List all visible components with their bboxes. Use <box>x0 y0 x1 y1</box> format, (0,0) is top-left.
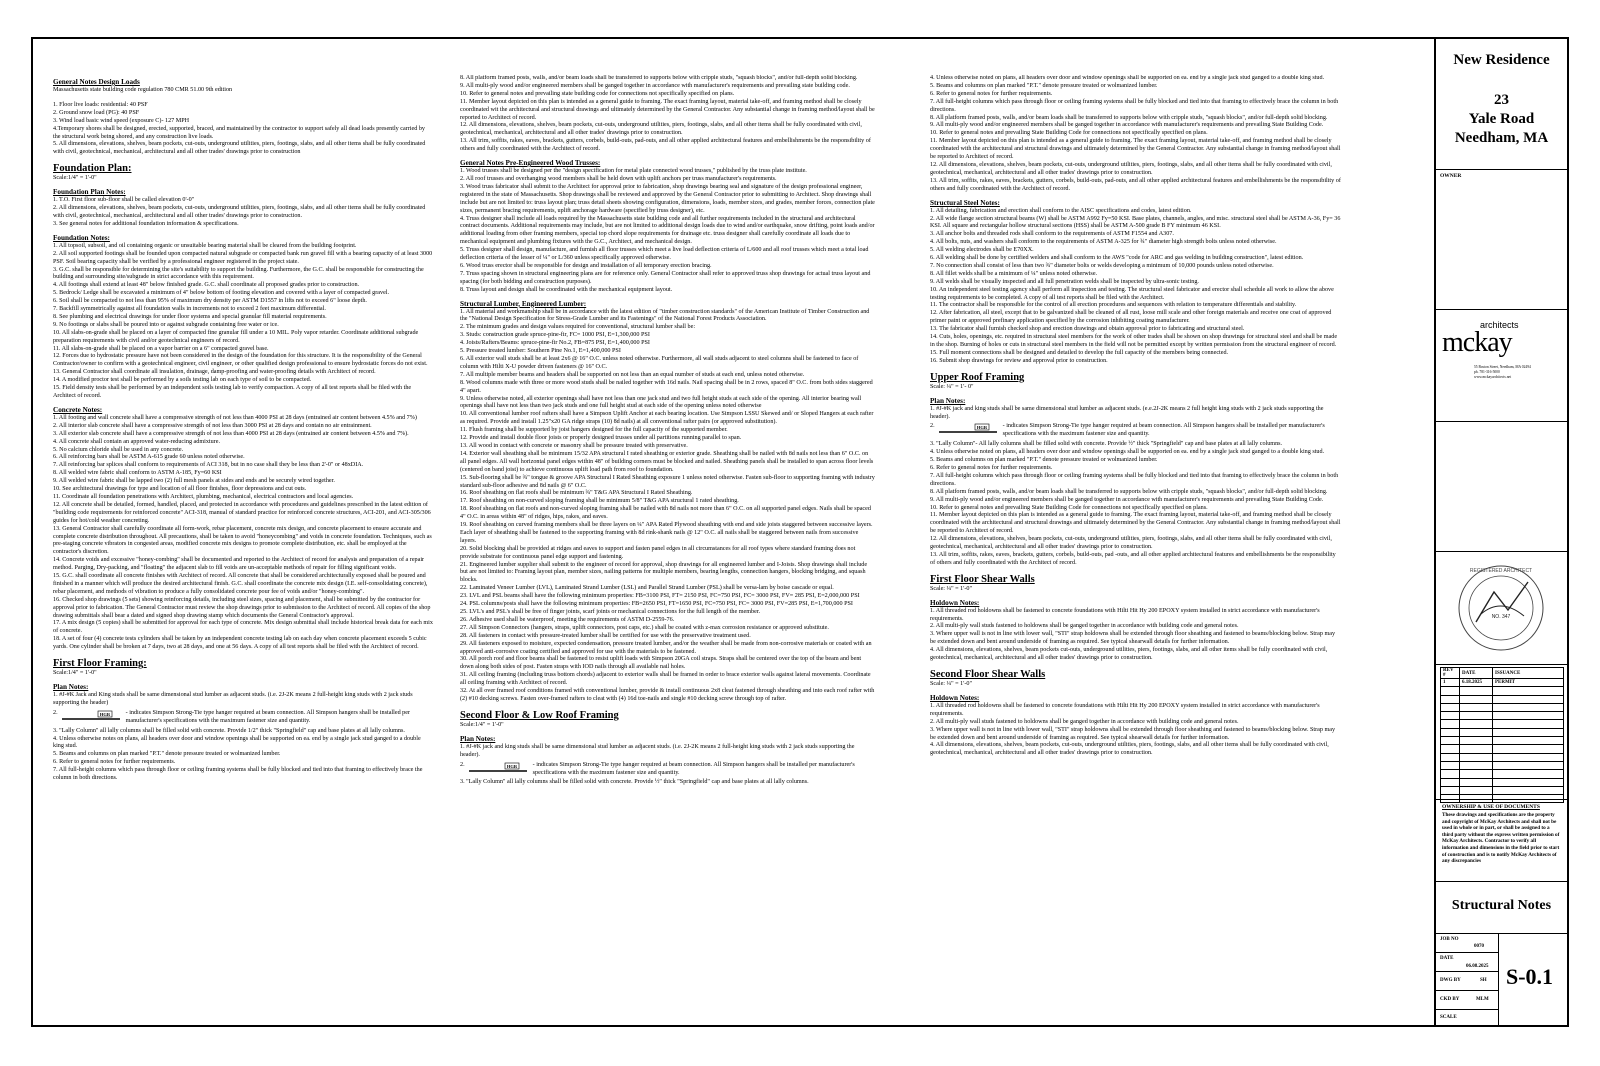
note-item: 3. All anchor bolts and threaded rods shall conform to the requirements of ASTM F1554 and A307. <box>930 231 1174 238</box>
section-heading: Plan Notes: <box>53 683 89 691</box>
hanger-note <box>930 423 1342 439</box>
note-item: 13. General Contractor shall carefully coordinate all form-work, rebar placement, concrete mix design, and concrete placement to ensure accurate and complete concrete distribution throughout. All precautions, shall be taken to avoid "honeycombing" and voids in concrete foundation. Techniques, such as pre-staging concrete vibrators in congested areas, modified concrete mix designs to promote complete distribution, etc. shall be employed at the contractor's discretion. <box>53 525 432 556</box>
note-item: 3. "Lally Column" all lally columns shall be filled solid with concrete. Provide ½" thick "Springfield" cap and base plates at all lally columns. <box>460 779 809 786</box>
note-item: 4. All bolts, nuts, and washers shall conform to the requirements of ASTM A-325 for ¾" diameter high strength bolts unless noted otherwise. <box>930 239 1277 246</box>
note-item: 19. Roof sheathing on curved framing members shall be three layers on ¼" APA Rated Plywood sheathing with end and side joists staggered between successive layers. Each layer of sheathing shall be fastened to the supporting framing with 8d rink-shank nails @ 12" O.C. all nails shall be staggered between nails from successive layers. <box>460 522 873 544</box>
note-item: 4.Temporary shores shall be designed, erected, supported, braced, and maintained by the contractor to support safely all dead loads presently carried by the structural work being shored, and any construction live loads. <box>53 125 425 140</box>
revision-table <box>1440 667 1564 803</box>
note-item: 1. All footing and wall concrete shall have a compressive strength of not less than 4000 PSI at 28 days (entrained air content between 4.5% and 7%) <box>53 414 417 421</box>
note-item: 32. At all over framed roof conditions framed with conventional lumber, provide & install continuous 2x8 cleat fastened through sheathing and into each roof rafter with (2) #10 decking screws. Fasten over-framed rafters to cleat with (4) 16d toe-nails and single #10 decking screw through top of rafter. <box>460 688 875 702</box>
notes-section <box>930 397 1342 568</box>
owner-box <box>1436 170 1567 310</box>
note-item: 9. All multi-ply wood and/or engineered members shall be ganged together in accordance with manufacturer's requirements and prevailing State Building Code. <box>930 496 1324 503</box>
logo-mckay-text: mckay <box>1442 327 1512 358</box>
note-item: 11. Flush framing shall be supported by joist hangers designed for the full capacity of the supported member. <box>460 427 728 434</box>
ckd-by: MLM <box>1476 997 1489 1002</box>
note-item: 4. Unless otherwise notes on plans, all headers over door and window openings shall be supported on ea. end by a single jack stud ganged to a double king stud. <box>53 735 421 750</box>
note-item: 13. All trim, soffits, rakes, eaves, brackets, gutters, corbels, build-outs, pad-outs, and all other applied architectural features and embellishments be the responsibility of others and fully coordinated with the Architect of record. <box>930 177 1341 192</box>
note-item: 8. All platform framed posts, walls, and/or beam loads shall be transferred to supports below with cripple studs, "squash blocks", and/or full-depth solid blocking. <box>930 114 1328 121</box>
ckd-by-label: CKD BY <box>1440 997 1460 1002</box>
logo-address: 55 Boston Street, Needham, MA 02494 <box>1474 365 1531 369</box>
owner-label: OWNER <box>1440 173 1462 179</box>
note-item: 1. T.O. First floor sub-floor shall be called elevation 0'-0" <box>53 197 195 204</box>
notes-column-2 <box>460 75 875 1023</box>
notes-section <box>930 372 1342 392</box>
notes-section <box>53 658 433 678</box>
section-heading: Plan Notes: <box>460 734 496 743</box>
note-item: 13. All trim, soffits, rakes, eaves, brackets, gutters, corbels, build-outs, pad-outs, and all other applied architectural features and embellishments be the responsibility of others and fully coordinated with the Architect of record. <box>460 138 871 153</box>
note-item: 23. LVL and PSL beams shall have the following minimum properties: FB=3100 PSI, FT= 2150 PSI, FC=750 PSI, FC= 3000 PSI, FV= 285 PSI, E=2,000,000 PSI <box>460 593 860 600</box>
note-item: 20. Solid blocking shall be provided at ridges and eaves to support and fasten panel edges in all circumstances for all roof types where standard framing does not provide substrate for continuous panel edge support and fastening. <box>460 545 856 560</box>
sheet-info-box <box>1436 934 1567 1027</box>
note-item: 6. Refer to general notes for further requirements. <box>53 759 176 766</box>
section-heading: Structural Lumber, Engineered Lumber: <box>460 299 587 308</box>
notes-section <box>53 78 433 157</box>
note-item: 8. All platform framed posts, walls, and/or beam loads shall be transferred to supports below with cripple studs, "squash blocks", and/or full-depth solid blocking. <box>930 488 1328 495</box>
note-item: 11. All slabs-on-grade shall be placed on a vapor barrier on a 6" compacted gravel base. <box>53 345 269 352</box>
note-item: 8. All welded wire fabric shall conform to ASTM A-185, Fy=60 KSI <box>53 470 222 477</box>
hanger-note <box>460 762 875 778</box>
note-item: 3. Studs: construction grade spruce-pine-fir, FC= 1000 PSI, E=1,300,000 PSI <box>460 332 650 339</box>
section-heading: Concrete Notes: <box>53 405 103 414</box>
note-item: 13. All wood in contact with concrete or masonry shall be pressure treated with preservative. <box>460 442 688 449</box>
notes-section <box>53 406 433 652</box>
job-no: 0070 <box>1474 944 1484 949</box>
scale-label: SCALE <box>1440 1015 1457 1020</box>
notes-section <box>930 574 1342 594</box>
architect-logo-box <box>1436 310 1567 422</box>
date-label: DATE <box>1440 956 1454 961</box>
note-item: 1. Floor live loads: residential: 40 PSF <box>53 101 148 108</box>
notes-section <box>460 710 875 730</box>
hanger-note-text: - indicates Simpson Strong-Tie type hanger required at beam connection. All Simpson hangers shall be installed per manufacturer's specifications with the maximum fastener size and quantity. <box>1002 423 1325 438</box>
section-heading: First Floor Shear Walls <box>930 573 1035 585</box>
project-info <box>1436 39 1567 170</box>
note-item: 3. See general notes for additional foundation information & specifications. <box>53 220 239 227</box>
notes-section <box>930 599 1342 663</box>
note-item: Massachusetts state building code regulation 780 CMR 51.00 9th edition <box>53 87 233 93</box>
note-item: 14. Cuts, holes, openings, etc. required in structural steel members for the work of other trades shall be shown on shop drawings for structural steel and shall be made in the shop. Burning of holes or cuts in structural steel members in the field will not be permitted except by written permission from the structural engineer of record. <box>930 334 1338 348</box>
note-item: 9. All multi-ply wood and/or engineered members shall be ganged together in accordance with manufacturer's requirements and prevailing state building code. <box>460 82 850 89</box>
sheet-info-fields <box>1436 934 1499 1027</box>
note-item: 5. All dimensions, elevations, shelves, beam pockets, cut-outs, underground utilities, piers, footings, slabs, and all other items shall be fully coordinated with civil, geotechnical, mechanical, architectural and all other trades' drawings prior to construction <box>53 141 426 156</box>
section-heading: Foundation Plan Notes: <box>53 188 126 197</box>
section-scale: Scale:1/4" = 1'-0" <box>53 670 97 677</box>
note-item: 17. A mix design (5 copies) shall be submitted for approval for each type of concrete. Mix design submittal shall include historical break data for each mix of concrete. <box>53 620 433 635</box>
note-item: 10. All slabs-on-grade shall be placed on a layer of compacted fine granular fill under a 10 MIL. Poly vapor retarder. Coordinate additional subgrade preparation requirements with civil and/or geotechnical engineers of record. <box>53 329 419 344</box>
note-item: 5. Beams and columns on plan marked "P.T." denote pressure treated or wolmanized lumber. <box>930 82 1158 89</box>
logo-contact <box>1474 365 1554 380</box>
note-item: 14. A modified proctor test shall be performed by a soils testing lab on each type of soil to be compacted. <box>53 377 312 384</box>
logo-web: www.mckayarchitects.net <box>1474 375 1512 379</box>
rev-header: DATE <box>1460 668 1493 679</box>
rev-num: 1 <box>1441 679 1460 687</box>
title-block <box>1434 39 1567 1025</box>
note-item: 7. All full-height columns which pass through floor or ceiling framing systems shall be fully blocked and tied into that framing to effectively brace the column in both directions. <box>930 98 1339 113</box>
note-item: 5. Truss designer shall design, manufacture, and furnish all floor trusses which meet a live load deflection criteria of L/600 and all roof trusses which meet a total load deflection criteria of the lesser of ¼" or L/360 unless specifically approved otherwise. <box>460 247 869 262</box>
note-item: 6. All welding shall be done by certified welders and shall conform to the AWS "code for ARC and gas welding in building construction", latest edition. <box>930 255 1304 262</box>
architect-seal-box <box>1436 552 1567 665</box>
note-item: 6. Refer to general notes for further requirements. <box>930 464 1053 471</box>
notes-section <box>460 159 875 295</box>
note-item: 3. Wind load basic wind speed (exposure C)- 127 MPH <box>53 117 190 124</box>
hanger-symbol-icon <box>939 423 999 435</box>
sheet-title: Structural Notes <box>1451 898 1552 913</box>
hanger-tag: HGR <box>99 711 110 717</box>
note-item: 10. See architectural drawings for type and location of all floor finishes, floor depressions and cut outs. <box>53 486 307 493</box>
section-heading: General Notes Pre-Engineered Wood Trusses: <box>460 159 601 168</box>
sheet-number: S-0.1 <box>1506 964 1554 989</box>
note-item: 30. All porch roof and floor beams shall be fastened to resist uplift loads with Simpson 20GA coil straps. Straps shall be centered over the top of the beam and bent down along both sides of post. Fasten straps with IOD nails through all available nail holes. <box>460 656 862 671</box>
note-item: 11. Coordinate all foundation penetrations with Architect, plumbing, mechanical, electrical contractors and local agencies. <box>53 493 354 500</box>
section-heading: Holdown Notes: <box>930 598 980 607</box>
note-item: 9. All welded wire fabric shall be lapped two (2) full mesh panels at sides and ends and be securely wired together. <box>53 478 335 485</box>
note-item: 21. Engineered lumber supplier shall submit to the engineer of record for approval, shop drawings for all engineered lumber and I-Joists. Shop drawings shall include but are not limited to: Framing layout plan, member sizes, nailing patterns for multiple members, bearing lengths, connection hangers, blocking bridging, and squash blocks. <box>460 561 868 584</box>
section-scale: Scale: ¼" = 1'-0" <box>930 585 972 592</box>
project-name: New Residence <box>1453 52 1550 68</box>
note-item: 8. Wood columns made with three or more wood studs shall be nailed together with 16d nails. Nail spacing shall be in 2 rows, spaced 8" O.C. from both sides staggered 4" apart. <box>460 379 873 394</box>
architect-seal-icon <box>1436 552 1565 664</box>
ownership-box <box>1436 800 1567 882</box>
note-item: 3. Where upper wall is not in line with lower wall, "STI" strap holdowns shall be extended through floor sheathing and fastened to beams/blocking below. Strap may be extended down and bent around underside of framing as required. See typical shearwall details for further information. <box>930 631 1336 646</box>
notes-section <box>53 683 433 783</box>
notes-section <box>930 669 1342 689</box>
rev-header: ISSUANCE <box>1493 668 1564 679</box>
note-item: 6. Refer to general notes for further requirements. <box>930 90 1053 97</box>
note-item: 18. Roof sheathing on flat roofs and non-curved sloping framing shall be nailed with 8d nails not more than 6" O.C. on all supported panel edges. Nails shall be spaced 4" O.C. in areas within 48" of ridges, hips, rakes, and eaves. <box>460 506 871 521</box>
note-item: 2. All multi-ply wall studs fastened to holdowns shall be ganged together in accordance with building code and general notes. <box>930 623 1239 630</box>
note-item: 10. Refer to general notes and prevailing State Building Code for connections not specifically specified on plans. <box>930 130 1208 137</box>
note-item: 10. Refer to general notes and prevailing State Building Code for connections not specifically specified on plans. <box>930 504 1208 511</box>
note-item: 12. Forces due to hydrostatic pressure have not been considered in the design of the foundation for this structure. It is the responsibility of the General Contractor/owner to confirm with a geotechnical engineer, civil engineer, or other qualified design professional to ensure hydrostatic forces do not exist. <box>53 353 428 368</box>
note-item: 2. All roof trusses and overhanging wood members shall be held down with uplift anchors per truss manufacturer's requirements. <box>460 175 777 182</box>
note-item: 8. See plumbing and electrical drawings for under floor systems and special granular fill material requirements. <box>53 313 327 320</box>
note-item: 28. All fasteners in contact with pressure-treated lumber shall be certified for use with the preservative treatment used. <box>460 632 751 639</box>
notes-column-1 <box>53 75 433 1023</box>
sheet-title-box <box>1436 882 1567 934</box>
notes-section <box>460 75 875 154</box>
hanger-note-number: 2. <box>460 761 465 768</box>
rev-issuance: PERMIT <box>1493 679 1564 687</box>
project-address <box>1436 91 1567 148</box>
dwg-by-label: DWG BY <box>1440 978 1461 983</box>
note-item: 1. Wood trusses shall be designed per the "design specification for metal plate connected wood trusses," published by the truss plate institute. <box>460 168 807 175</box>
section-heading: Plan Notes: <box>930 396 966 405</box>
section-scale: Scale: ¼" = 1'-0" <box>930 681 972 687</box>
note-item: 7. No connection shall consist of less than two ¾" diameter bolts or welds developing a minimum of 10,000 pounds unless noted otherwise. <box>930 262 1274 269</box>
note-item: 16. Checked shop drawings (5 sets) showing reinforcing details, including steel sizes, spacing and placement, shall be submitted by the contractor for approval prior to fabrication. The General Contractor must review the shop drawings prior to submission to the Architect of record. All copies of the shop drawing submittals shall bear a dated and signed shop drawing stamp which documents the General Contractor's approval. <box>53 596 431 619</box>
section-heading: Holdown Notes: <box>930 693 980 702</box>
ownership-text: These drawings and specifications are the property and copyright of McKay Architects and shall not be used in whole or in part, or shall be assigned to a third party without the express written permission of McKay Architects. Contractor to verify all information and dimensions in the field prior to start of construction and is to notify McKay Architects of any discrepancies <box>1442 812 1560 865</box>
note-item: 2. All soil supported footings shall be founded upon compacted natural subgrade or compacted bank run gravel fill with a bearing capacity of at least 3000 PSF. Soil bearing capacity shall be verified by a professional engineer registered in the project state. <box>53 250 433 265</box>
note-item: 13. The fabricator shall furnish checked shop and erection drawings and obtain approval prior to fabricating and structural steel. <box>930 326 1245 333</box>
note-item: 15. Field density tests shall be performed by an independent soils testing lab to verify compaction. A copy of all test reports shall be filed with the Architect of record. <box>53 385 412 399</box>
hanger-note <box>53 710 433 726</box>
hanger-symbol-icon <box>469 762 529 774</box>
note-item: 7. All full-height columns which pass through floor or ceiling framing systems shall be fully blocked and tied into that framing to effectively brace the column in both directions. <box>930 472 1339 487</box>
note-item: 12. All dimensions, elevations, shelves, beam pockets, cut-outs, underground utilities, piers, footings, slabs, and all other items shall be fully coordinated with civil, geotechnical, mechanical, architectural and all other trades' drawings prior to construction. <box>460 122 862 137</box>
note-item: 7. Truss spacing shown in structural engineering plans are for reference only. General Contractor shall refer to approved truss shop drawings for actual truss layout and spacing (for both bidding and construction purposes). <box>460 270 871 285</box>
note-item: 5. Bedrock/ Ledge shall be excavated a minimum of 4" below bottom of footing elevation and covered with a layer of compacted gravel. <box>53 290 390 297</box>
section-heading: General Notes Design Loads <box>53 78 140 86</box>
revision-box <box>1436 665 1567 800</box>
note-item: 3. Where upper wall is not in line with lower wall, "STI" strap holdowns shall be extended through floor sheathing and fastened to beams/blocking below. Strap may be extended down and bent around underside of framing as required. See typical shearwall details for further information. <box>930 726 1336 741</box>
logo-architects-text: architects <box>1480 320 1519 330</box>
hanger-symbol-icon <box>62 710 122 722</box>
note-item: 2. The minimum grades and design values required for conventional, structural lumber shall be: <box>460 324 696 331</box>
notes-column-3 <box>930 75 1342 1023</box>
note-item: 12. After fabrication, all steel, except that to be galvanized shall be cleaned of all rust, loose mill scale and other foreign materials and receive one coat of approved primer paint or approved prefinary application specified by the corrosion inhibiting coating manufacturer. <box>930 310 1332 325</box>
note-item: 7. Backfill symmetrically against all foundation walls in increments not to exceed 2 feet maximum differential. <box>53 306 326 313</box>
note-item: 1. All threaded rod holdowns shall be fastened to concrete foundations with Hilti Hit Hy 200 EPOXY system installed in strict accordance with manufacturer's requirements. <box>930 607 1320 622</box>
note-item: 5. Beams and columns on plan marked "P.T." denote pressure treated or wolmanized lumber. <box>930 457 1158 464</box>
note-item: 8. All platform framed posts, walls, and/or beam loads shall be transferred to supports below with cripple studs, "squash blocks", and/or full-depth solid blocking. <box>460 75 858 81</box>
note-item: 1. All threaded rod holdowns shall be fastened to concrete foundations with Hilti Hit Hy 200 EPOXY system installed in strict accordance with manufacturer's requirements. <box>930 702 1320 717</box>
address-line-2: Yale Road <box>1468 111 1535 127</box>
note-item: 11. Member layout depicted on this plan is intended as a general guide to framing. The exact framing layout, material take-off, and framing method shall be closely coordinated with the architectural and structural drawings and ultimately determined by the General Contractor. Any substantial change in framing method/layout shall be reported to Architect of record. <box>930 138 1341 161</box>
note-item: 1. #J-#K jack and king studs shall be same dimensional stud lumber as adjacent studs. (i.e. 2J-2K means 2 full-height king studs with 2 jack studs supporting the header). <box>460 743 855 758</box>
note-item: 18. A set of four (4) concrete tests cylinders shall be taken by an independent concrete testing lab on each day when concrete placement exceeds 5 cubic yards. One cylinder shall be broken at 7 days, two at 28 days, and one at 56 days. A copy of all test reports shall be filed with the Architect of record. <box>53 636 427 651</box>
note-item: 6. Wood truss erector shall be responsible for design and installation of all temporary erection bracing. <box>460 262 712 269</box>
note-item: 2. All multi-ply wall studs fastened to holdowns shall be ganged together in accordance with building code and general notes. <box>930 718 1239 725</box>
note-item: 6. Soil shall be compacted to not less than 95% of maximum dry density per ASTM D1557 in lifts not to exceed 6" loose depth. <box>53 298 367 305</box>
section-scale: Scale: ¼" = 1'- 0" <box>930 383 974 390</box>
notes-section <box>460 300 875 704</box>
note-item: 4. All footings shall extend at least 48" below finished grade. G.C. shall coordinate all proposed grades prior to construction. <box>53 282 360 289</box>
note-item: 3. All exterior slab concrete shall have a compressive strength of not less than 4000 PSI at 28 days (entrained air content between 4.5% and 7%). <box>53 430 409 437</box>
note-item: 15. G.C. shall coordinate all concrete finishes with Architect of record. All concrete that shall be considered architecturally exposed shall be poured and finished in a manner which will produce the desired architectural finish. G.C. shall coordinate the concrete mix design (I.E. self-consolidating concrete), rebar placement, and methods of vibration to produce a fully consolidated concrete pour fee of voids and/or "honey-combing". <box>53 573 428 595</box>
note-item: 2. All interior slab concrete shall have a compressive strength of not less than 3000 PSI at 28 days and contain no air entrainment. <box>53 422 372 429</box>
hanger-note-number: 2. <box>930 423 935 430</box>
rev-header: REV # <box>1441 668 1460 679</box>
note-item: 15. Sub-flooring shall be ¾" tongue & groove APA Structural I Rated Sheathing exposure 1 unless noted otherwise. Fasten sub-floor to supporting framing with industry standard sub-floor adhesive and 8d nails @ 6" O.C. <box>460 474 875 489</box>
note-item: 31. All ceiling framing (including truss bottom chords) adjacent to exterior walls shall be framed in order to brace exterior walls against lateral movements. Coordinate all ceiling framing with Architect of record. <box>460 672 871 687</box>
note-item: 1. All topsoil, subsoil, and oil containing organic or unsuitable bearing material shall be cleared from the building footprint. <box>53 242 357 249</box>
notes-section <box>460 735 875 788</box>
section-heading: Second Floor Shear Walls <box>930 669 1046 680</box>
note-item: 14. Exterior wall sheathing shall be minimum 15/32 APA structural I rated sheathing or exterior grade. Sheathing shall be nailed with 8d nails not less than 6" O.C. on all panel edges. All wall horizontal panel edges within 48" of building corners must be blocked and nailed. Sheathing panels shall be installed to span across floor levels (centered on band joist) to achieve continuous uplift load path from roof to foundation. <box>460 450 874 473</box>
notes-section <box>930 75 1342 194</box>
note-item: 22. Laminated Veneer Lumber (LVL), Laminated Strand Lumber (LSL) and Parallel Strand Lumber (PSL) shall be versa-lam by boise cascade or equal. <box>460 585 834 592</box>
notes-section <box>930 694 1342 758</box>
note-item: 8. Truss layout and design shall be coordinated with the mechanical equipment layout. <box>460 286 673 293</box>
note-item: 4. Unless otherwise noted on plans, all headers over door and window openings shall be supported on ea. end by a single jack stud ganged to a double king stud. <box>930 449 1325 456</box>
hanger-note-text: - indicates Simpson Strong-Tie type hanger required at beam connection. All Simpson hangers shall be installed per manufacturer's specifications with the maximum fastener size and quantity. <box>125 709 411 724</box>
note-item: 1. All material and workmanship shall be in accordance with the latest edition of "timber construction standards" of the American Institute of Timber Construction and the "National Design Specification for Stress-Grade Lumber and its Fastenings" of the National Forest Products Association. <box>460 308 870 323</box>
note-item: 17. Roof sheathing on non-curved sloping framing shall be minimum 5/8" T&G APA structural 1 rated sheathing. <box>460 498 739 505</box>
note-item: 4. Unless otherwise noted on plans, all headers over door and window openings shall be supported on ea. end by a single jack stud ganged to a double king stud. <box>930 75 1325 81</box>
section-heading: Structural Steel Notes: <box>930 198 1000 207</box>
note-item: 13. All trim, soffits, rakes, eaves, brackets, gutters, corbels, build-outs, pad -outs, and all other applied architectural features and embellishments be the responsibility of others and fully coordinated with the Architect of record. <box>930 551 1336 566</box>
note-item: 7. All full-height columns which pass through floor or ceiling framing systems shall be fully blocked and tied into that framing to effectively brace the column in both directions. <box>53 767 423 782</box>
note-item: 10. Refer to general notes and prevailing state building code for connections not specifically specified on plans. <box>460 90 735 97</box>
note-item: 15. Full moment connections shall be designed and detailed to develop the full capacity of the members being connected. <box>930 349 1229 356</box>
note-item: 1. #J-#K Jack and King studs shall be same dimensional stud lumber as adjacent studs. (i.e. 2J-2K means 2 full-height king studs with 2 jack studs supporting the header) <box>53 692 413 706</box>
note-item: 3. "Lally Column"- All lally columns shall be filled solid with concrete. Provide ½" thick "Springfield" cap and base plates at all lally columns. <box>930 441 1283 448</box>
note-item: 27. All Simpson Connectors (hangers, straps, uplift connectors, post caps, etc.) shall be coated with z-max corrosion resistance or approved substitute. <box>460 624 829 631</box>
note-item: 3. "Lally Column" all lally columns shall be filled solid with concrete. Provide 1/2" thick "Springfield" cap and base plates at all lally columns. <box>53 727 405 734</box>
drawing-sheet <box>31 37 1569 1027</box>
address-line-1: 23 <box>1494 92 1509 108</box>
ownership-title: OWNERSHIP & USE OF DOCUMENTS <box>1442 804 1540 810</box>
note-item: 11. The contractor shall be responsible for the control of all erection procedures and sequences with relation to temperature differentials and stability. <box>930 302 1297 309</box>
note-item: 24. PSL columns/posts shall have the following minimum properties: FB=2650 PSI, FT=1650 PSI, FC=750 PSI, FC= 3000 PSI, FV=285 PSI, E=1,700,000 PSI <box>460 601 853 608</box>
revision-row <box>1441 679 1564 687</box>
note-item: 9. All multi-ply wood and/or engineered members shall be ganged together in accordance with manufacturer's requirements and prevailing State Building Code. <box>930 122 1324 129</box>
hanger-tag: HGR <box>506 763 517 769</box>
note-item: 26. Adhesive used shall be waterproof, meeting the requirements of ASTM D-2559-76. <box>460 616 675 623</box>
hanger-note-text: - indicates Simpson Strong-Tie type hanger required at beam connection. All Simpson hangers shall be installed per manufacturer's specifications with the maximum fastener size and quantity. <box>532 761 855 776</box>
note-item: 4. All dimensions, elevations, shelves, beam pockets, cut-outs, underground utilities, piers, footings, slabs, and all other items shall be fully coordinated with civil, geotechnical, mechanical, architectural and all other trades' drawings prior to construction. <box>930 742 1329 757</box>
dwg-by: SH <box>1480 978 1487 983</box>
notes-section <box>930 199 1342 366</box>
hanger-tag: HGR <box>976 425 987 431</box>
seal-text: REGISTERED ARCHITECT <box>1469 568 1533 574</box>
hanger-note-number: 2. <box>53 709 58 716</box>
note-item: 5. Pressure treated lumber: Southern Pine No.1, E=1,400,000 PSI <box>460 348 621 355</box>
note-item: 3. G.C. shall be responsible for determining the site's suitability to support the building. Furthermore, the G.C. shall be responsible for constructing the building and surrounding site/subgrade in strict accordance with this requirement. <box>53 266 424 281</box>
note-item: 2. All dimensions, elevations, shelves, beam pockets, cut-outs, underground utilities, piers, footings, slabs, and all other items shall be fully coordinated with civil, geotechnical, mechanical, architectural and all other trades' drawings prior to construction. <box>53 205 426 219</box>
note-item: 11. Member layout depicted on this plan is intended as a general guide to framing. The exact framing layout, material take-off, and framing method shall be closely coordinated with the architectural and structural drawings and ultimately determined by the General Contractor. Any substantial change in framing method/layout shall be reported to Architect of record. <box>930 512 1341 535</box>
blank-box <box>1436 422 1567 552</box>
section-heading: Foundation Notes: <box>53 233 110 242</box>
note-item: 2. All wide flange section structural beams (W) shall be ASTM A992 Fy=50 KSI. Base plates, channels, angles, and misc. structural steel shall be ASTM A-36, Fy= 36 KSI. All square and rectangular hollow structural sections (HSS) shall be ASTM A-500 grade B FY minimum 46 KSI. <box>930 215 1341 230</box>
note-item: 11. Member layout depicted on this plan is intended as a general guide to framing. The exact framing layout, material take-off, and framing method shall be closely coordinated wit the architectural and structural drawings and ultimately determined by the General Contractor. Any substantial change in framing method/layout shall be reported to Architect of record. <box>460 98 875 121</box>
note-item: 1. #J-#K jack and king studs shall be same dimensional stud lumber as adjacent studs. (e.e.2J-2K means 2 full height king studs with 2 jack studs supporting the header). <box>930 405 1324 420</box>
seal-number: NO. 347 <box>1491 614 1511 620</box>
note-item: 7. All reinforcing bar splices shall conform to requirements of ACI 318, but in no case shall they be less than 2'-0" or 48xDIA. <box>53 462 364 469</box>
section-heading: Second Floor & Low Roof Framing <box>460 709 619 721</box>
note-item: 5. Beams and columns on plan marked "P.T." denote pressure treated or wolmanized lumber. <box>53 751 281 758</box>
note-item: 10. All conventional lumber roof rafters shall have a Simpson Uplift Anchor at each bearing location. Use Simpson LSSU Skewed and/ or Sloped Hangers at each rafter as required. Provide and install 1.25"x20 GA ridge straps (10) 8d nails) at all conventional rafter pairs (or approved substitution). <box>460 411 874 426</box>
date-value: 06.08.2025 <box>1466 964 1489 969</box>
note-item: 14. Concrete voids and excessive "honey-combing" shall be documented and reported to the Architect of record for analysis and preparation of a repair method. Parging, Dry-packing, and "floating" the adjacent slab to fill voids are un-acceptable methods of repair for filling significant voids. <box>53 557 425 572</box>
note-item: 4. Joists/Rafters/Beams: spruce-pine-fir No.2, FB=875 PSI, E=1,400,000 PSI <box>460 340 650 347</box>
note-item: 29. All fasteners exposed to moisture, expected condensation, pressure treated lumber, and/or the weather shall be made from non-corrosive materials or coated with an approved anti-corrosive coating certified and approved for use with the materials to be fastened. <box>460 640 872 655</box>
note-item: 4. All concrete shall contain an approved water-reducing admixture. <box>53 438 220 445</box>
note-item: 5. All welding electrodes shall be E70XX. <box>930 247 1034 254</box>
note-item: 12. All dimensions, elevations, shelves, beam pockets, cut-outs, underground utilities, piers, footings, slabs, and all other items shall be fully coordinated with civil, geotechnical, mechanical, architectural and all other trades' drawings prior to construction. <box>930 536 1332 551</box>
section-scale: Scale:1/4" = 1'-0" <box>460 721 504 728</box>
note-item <box>53 95 433 102</box>
logo-phone: ph. 781-316-5000 <box>1474 370 1500 374</box>
section-heading: Foundation Plan: <box>53 163 132 175</box>
note-item: 16. Roof sheathing on flat roofs shall be minimum ¾" T&G APA Structural I Rated Sheathing. <box>460 490 693 497</box>
note-item: 25. LVL's and PSL's shall be free of finger joints, scarf joints or mechanical connections for the full length of the member. <box>460 609 761 615</box>
section-scale: Scale:1/4" = 1'-0" <box>53 175 97 182</box>
note-item: 12. Provide and install double floor joists or properly designed trusses under all partitions running parallel to span. <box>460 435 742 442</box>
rev-date: 6.18.2025 <box>1460 679 1493 687</box>
note-item: 4. All dimensions, elevations, shelves, beam pockets cut-outs, underground utilities, piers, footings, slabs, and all other items shall be fully coordinated with civil, geotechnical, mechanical, architectural and all other trades' drawings prior to construction. <box>930 647 1328 662</box>
note-item: 7. All multiple member beams and headers shall be supported on not less than an equal number of studs at each end, unless noted otherwise. <box>460 371 805 378</box>
address-line-3: Needham, MA <box>1454 130 1549 146</box>
notes-section <box>53 163 433 183</box>
note-item: 10. An independent steel testing agency shall perform all inspection and testing. The structural steel fabricator and erector shall schedule all work to allow the above testing requirements to be completed. A copy of all test reports shall be filed with the Architect. <box>930 286 1334 301</box>
notes-section <box>53 188 433 229</box>
note-item: 4. Truss designer shall include all loads required by the Massachusetts state building code and all further requirements included in the structural and architectural contract documents. Additional requirements may include, but are not limited to additional design loads due to wind and/or earthquake, snow drifting, point loads and/or additional loading from other framing members, special top chord slope requirements for drainage etc. truss designer shall carefully coordinate all loads due to mechanical equipment and plumbing fixtures with the G.C., Architect, and mechanical design. <box>460 215 875 246</box>
note-item: 3. Wood truss fabricator shall submit to the Architect for approval prior to fabrication, shop drawings bearing seal and signature of the design professional engineer, registered in the state of Massachusetts. Shop drawings shall be reviewed and approved by the General Contractor prior to submitting to Architect. Shop drawings shall include but are not limited to: truss layout plan; truss detail sheets showing configuration, dimensions, loads, member sizes, and grades, member forces, connection plate sizes, permanent bracing requirements, uplift anchorage hardware (specified by truss designer), etc. <box>460 183 875 214</box>
note-item: 13. General Contractor shall coordinate all insulation, drainage, damp-proofing and water-proofing details with Architect of record. <box>53 369 376 376</box>
note-item: 6. All exterior wall studs shall be at least 2x6 @ 16" O.C. unless noted otherwise. Furthermore, all wall studs adjacent to steel columns shall be fastened to face of column with Hilti X-U powder driven fasteners @ 16" O.C. <box>460 356 859 370</box>
job-no-label: JOB NO <box>1440 937 1459 942</box>
note-item: 9. No footings or slabs shall be poured into or against subgrade containing free water or ice. <box>53 321 279 328</box>
section-heading: Upper Roof Framing <box>930 371 1025 383</box>
notes-section <box>53 234 433 401</box>
note-item: 12. All dimensions, elevations, shelves, beam pockets, cut-outs, underground utilities, piers, footings, slabs, and all other items shall be fully coordinated with civil, geotechnical, mechanical, architectural and all other trades' drawings prior to construction. <box>930 161 1332 176</box>
mckay-logo <box>1442 320 1562 415</box>
note-item: 5. No calcium chloride shall be used in any concrete. <box>53 446 184 453</box>
note-item: 2. Ground snow load (PG): 40 PSF <box>53 109 140 116</box>
note-item: 6. All reinforcing bars shall be ASTM A-615 grade 60 unless noted otherwise. <box>53 454 245 461</box>
note-item: 16. Submit shop drawings for review and approval prior to construction. <box>930 357 1108 364</box>
note-item: 12. All concrete shall be detailed, formed, handled, placed, and protected in accordance with procedures and guidelines prescribed in the latest edition of "building code requirements for reinforced concrete" ACI-318, manual of standard practice for reinforced concrete structures, ACI-201, and ACI-305/306 guides for hot/cold weather concreting. <box>53 501 431 524</box>
note-item: 8. All fillet welds shall be a minimum of ¼" unless noted otherwise. <box>930 270 1098 277</box>
note-item: 1. All detailing, fabrication and erection shall conform to the AISC specifications and codes, latest edition. <box>930 207 1192 214</box>
note-item: 9. Unless otherwise noted, all exterior openings shall have not less than one jack stud and two full height studs at each side of the opening. All interior bearing wall openings shall have not less than two jack studs and one full height stud at each side of the opening unless noted otherwise <box>460 395 862 410</box>
note-item: 9. All welds shall be visually inspected and all full penetration welds shall be inspected by ultra-sonic testing. <box>930 278 1199 285</box>
section-heading: First Floor Framing: <box>53 658 147 670</box>
